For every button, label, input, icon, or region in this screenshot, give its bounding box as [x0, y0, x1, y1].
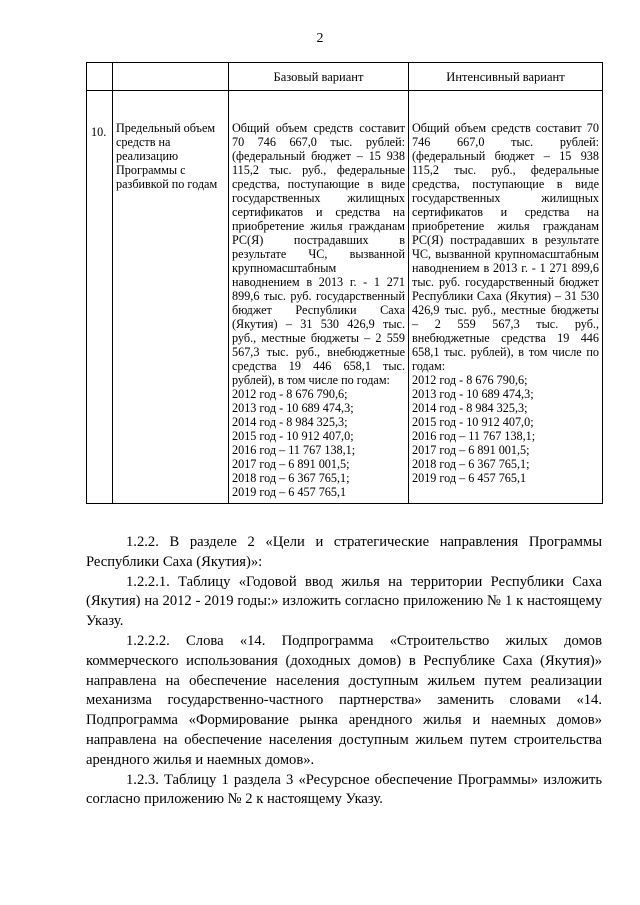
paragraph-1-2-2-2: 1.2.2.2. Слова «14. Подпрограмма «Строительство жилых домов коммерческого использования (доходных домов) в Республике Саха (Якутия)» направлена на обеспечение населения доступным жильем путем реализации механизма государственно-частного партнерства» заменить словами «14. Подпрограмма «Формирование рынка арендного жилья и наемных домов» направлена на обеспечение населения доступным жильем путем строительства арендного жилья и наемных домов». [86, 632, 602, 768]
paragraph-1-2-3: 1.2.3. Таблицу 1 раздела 3 «Ресурсное обеспечение Программы» изложить согласно приложению № 2 к настоящему Указу. [86, 771, 602, 808]
base-variant-cell [229, 91, 409, 504]
base-variant-text: Общий объем средств составит 70 746 667,0 тыс. рублей: (федеральный бюджет – 15 938 115,2 тыс. руб., федеральные средства, поступающие в виде государственных жилищных сертификатов и средства на приобретение жилья гражданам РС(Я) пострадавших в результате ЧС, вызванной крупномасштабным наводнением в 2013 г. - 1 271 899,6 тыс. руб. государственный бюджет Республики Саха (Якутия) – 31 530 426,9 тыс. руб., местные бюджеты – 2 559 567,3 тыс. руб., внебюджетные средства 19 446 658,1 тыс. рублей), в том числе по годам: [232, 121, 405, 387]
header-cell-label [113, 63, 229, 91]
base-variant-years [232, 387, 405, 499]
year-line: 2014 год - 8 984 325,3; [232, 415, 348, 429]
year-line: 2013 год - 10 689 474,3; [412, 387, 534, 401]
table-header-row [87, 63, 603, 91]
header-cell-number [87, 63, 113, 91]
paragraph-1-2-2: 1.2.2. В разделе 2 «Цели и стратегические направления Программы Республики Саха (Якутия)»: [86, 534, 602, 570]
year-line: 2017 год – 6 891 001,5; [412, 443, 530, 457]
year-line: 2018 год – 6 367 765,1; [232, 471, 350, 485]
year-line: 2016 год – 11 767 138,1; [232, 443, 356, 457]
year-line: 2019 год – 6 457 765,1 [232, 485, 347, 499]
year-line: 2019 год – 6 457 765,1 [412, 471, 527, 485]
year-line: 2016 год – 11 767 138,1; [412, 429, 536, 443]
year-line: 2017 год – 6 891 001,5; [232, 457, 350, 471]
program-table [86, 62, 603, 504]
row-number: 10. [87, 91, 113, 504]
table-row [87, 91, 603, 504]
page-number: 2 [316, 31, 324, 46]
year-line: 2012 год - 8 676 790,6; [232, 387, 348, 401]
year-line: 2014 год - 8 984 325,3; [412, 401, 528, 415]
row-label: Предельный объем средств на реализацию Программы с разбивкой по годам [113, 91, 229, 504]
intensive-variant-text: Общий объем средств составит 70 746 667,0 тыс. рублей: (федеральный бюджет – 15 938 115,2 тыс. руб., федеральные средства, поступающие в виде государственных жилищных сертификатов и средства на приобретение жилья гражданам РС(Я) пострадавших в результате ЧС, вызванной крупномасштабным наводнением в 2013 г. - 1 271 899,6 тыс. руб. государственный бюджет Республики Саха (Якутия) – 31 530 426,9 тыс. руб., местные бюджеты – 2 559 567,3 тыс. руб., внебюджетные средства 19 446 658,1 тыс. рублей), в том числе по годам: [412, 121, 599, 373]
paragraph-1-2-2-1: 1.2.2.1. Таблицу «Годовой ввод жилья на территории Республики Саха (Якутия) на 2012 - 2019 годы:» изложить согласно приложению № 1 к настоящему Указу. [86, 573, 602, 630]
header-cell-intensive: Интенсивный вариант [409, 63, 603, 91]
intensive-variant-cell [409, 91, 603, 504]
year-line: 2013 год - 10 689 474,3; [232, 401, 354, 415]
year-line: 2012 год - 8 676 790,6; [412, 373, 528, 387]
header-cell-base: Базовый вариант [229, 63, 409, 91]
body-text [86, 533, 602, 810]
intensive-variant-years [412, 373, 599, 485]
year-line: 2018 год – 6 367 765,1; [412, 457, 530, 471]
year-line: 2015 год - 10 912 407,0; [412, 415, 534, 429]
year-line: 2015 год - 10 912 407,0; [232, 429, 354, 443]
